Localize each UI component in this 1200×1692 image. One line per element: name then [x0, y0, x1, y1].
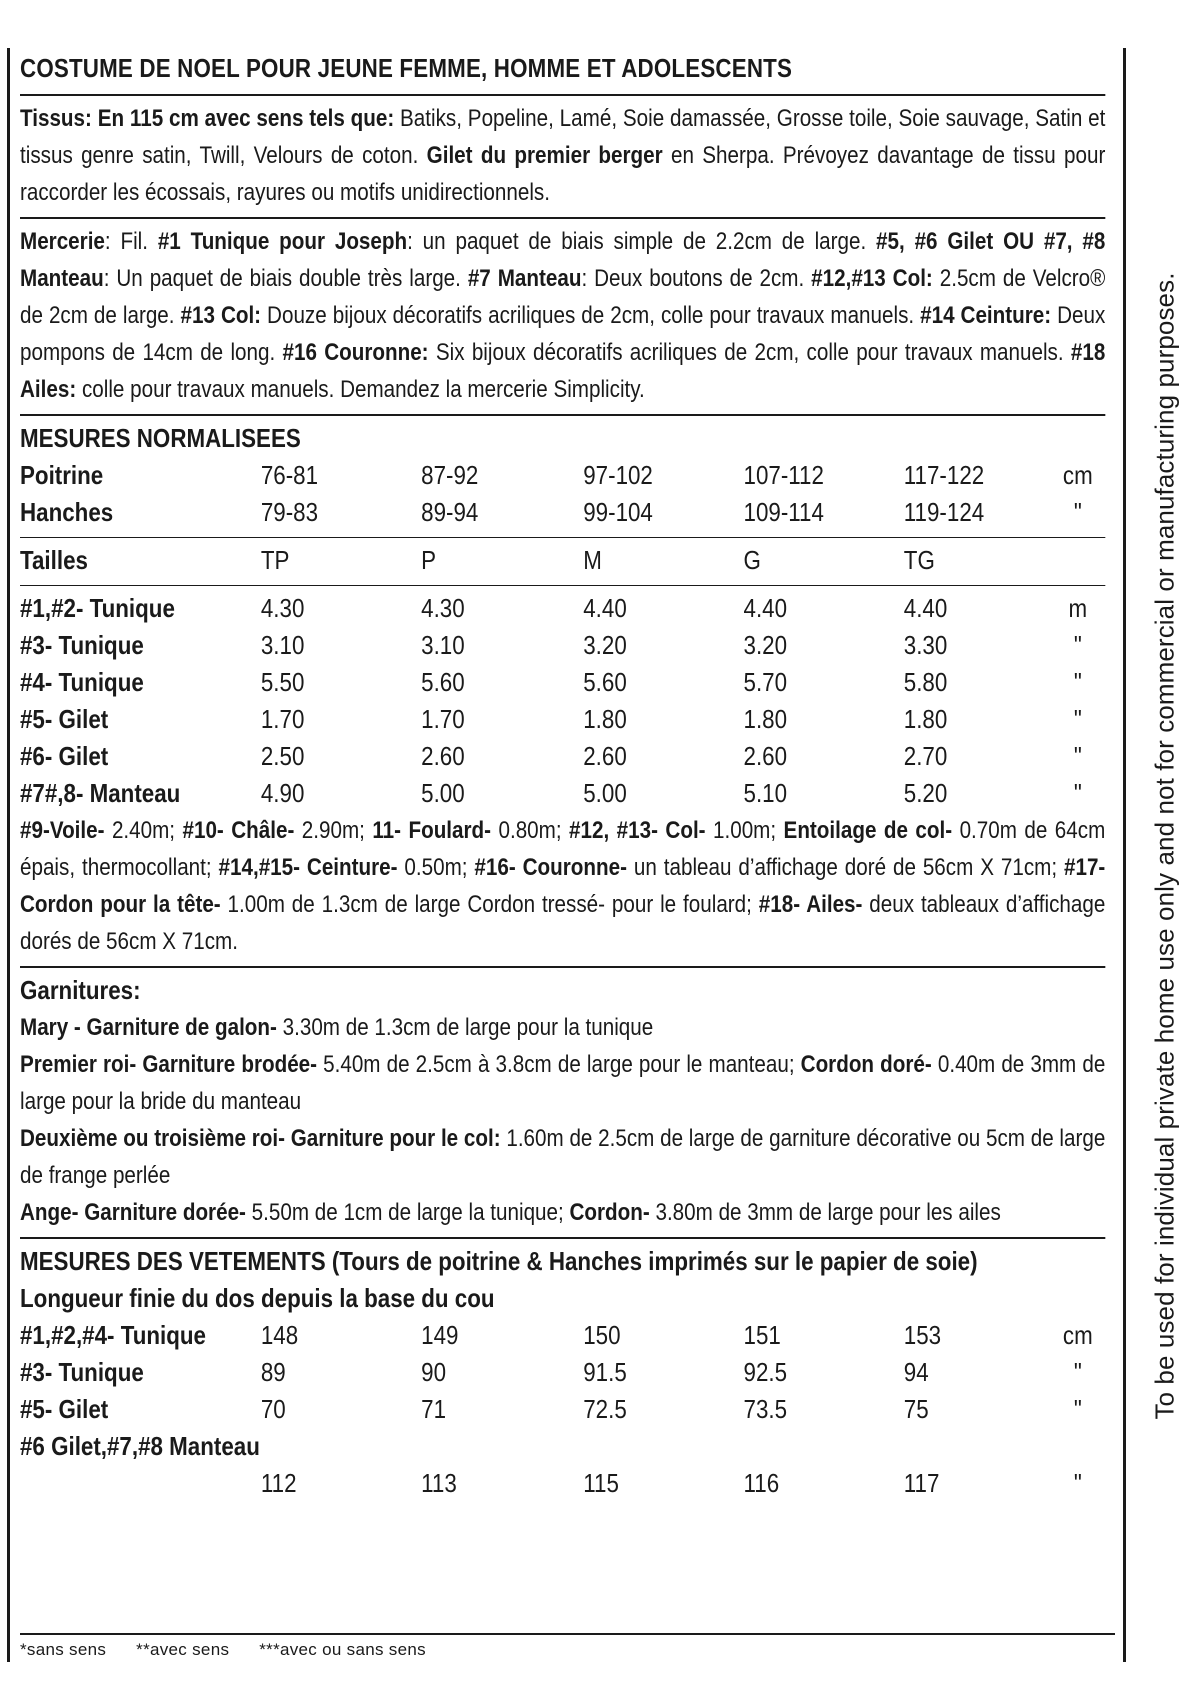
- cell-value: 2.50: [260, 741, 305, 771]
- cell-value: 3.20: [743, 630, 788, 660]
- right-border: [1123, 48, 1126, 1662]
- cell-value: 4.30: [260, 593, 305, 623]
- yardage-row: [20, 701, 1105, 738]
- extra-text: un tableau d’affichage doré de 56cm X 71cm;: [626, 854, 1064, 881]
- trim-item: [20, 1046, 1105, 1120]
- cell-value: 2.60: [743, 741, 788, 771]
- cell-value: 2.70: [903, 741, 948, 771]
- unit-value: ": [1073, 741, 1082, 771]
- trim-text: 0.40m de 3mm de large pour la bride du manteau: [20, 1051, 1106, 1115]
- extra-label: #9-Voile-: [20, 817, 105, 844]
- unit-value: cm: [1062, 460, 1093, 490]
- notion-label: #1 Tunique pour Joseph: [157, 228, 408, 255]
- cell-value: [904, 1428, 1051, 1465]
- cell-value: 117-122: [903, 460, 985, 490]
- cell-value: 5.50: [260, 667, 305, 697]
- cell-value: 1.80: [583, 704, 627, 734]
- notion-text: Deux pompons de 14cm de long.: [20, 302, 1106, 366]
- row-label: Poitrine: [20, 460, 104, 490]
- trim-label: Ange- Garniture dorée-: [20, 1199, 246, 1226]
- cell-value: 109-114: [743, 497, 824, 527]
- unit-value: ": [1073, 497, 1082, 527]
- divider: [20, 217, 1105, 219]
- cell-value: 1.80: [903, 704, 948, 734]
- cell-value: [261, 1428, 421, 1465]
- unit-value: [1050, 542, 1105, 579]
- standard-measurements-heading: MESURES NORMALISEES: [20, 423, 301, 453]
- notion-text: 2.5cm de Velcro® de 2cm de large.: [20, 265, 1106, 329]
- divider: [20, 94, 1105, 96]
- row-label: Hanches: [20, 497, 114, 527]
- cell-value: [744, 1428, 904, 1465]
- trim-item: [20, 1120, 1105, 1194]
- garment-row: [20, 1354, 1105, 1391]
- garment-row: [20, 1317, 1105, 1354]
- cell-value: 99-104: [583, 497, 653, 527]
- measurement-row: [20, 494, 1105, 531]
- unit-value: ": [1073, 1394, 1082, 1424]
- sizes-row: [20, 542, 1105, 579]
- cell-value: 87-92: [421, 460, 479, 490]
- divider: [20, 966, 1105, 968]
- cell-value: P: [421, 545, 437, 575]
- cell-value: 97-102: [583, 460, 653, 490]
- cell-value: 3.10: [260, 630, 305, 660]
- fabrics-text: Batiks, Popeline, Lamé, Soie damassée, Grosse toile, Soie sauvage, Satin et tissus genre satin, Twill, Velours de coton.: [20, 105, 1106, 169]
- notion-label: #14 Ceinture:: [920, 302, 1052, 329]
- trim-item: [20, 1009, 1105, 1046]
- divider: [20, 414, 1105, 416]
- notion-label: Mercerie: [20, 228, 105, 255]
- divider: [20, 537, 1105, 538]
- extra-label: #17- Cordon pour la tête-: [20, 854, 1106, 918]
- extra-label: #18- Ailes-: [758, 891, 863, 918]
- cell-value: G: [743, 545, 761, 575]
- cell-value: 5.00: [583, 778, 627, 808]
- extra-text: 2.40m;: [104, 817, 183, 844]
- extra-text: 0.80m;: [491, 817, 570, 844]
- notion-text: Six bijoux décoratifs acriliques de 2cm, colle pour travaux manuels.: [428, 339, 1071, 366]
- cell-value: 1.80: [743, 704, 788, 734]
- trim-item: [20, 1194, 1105, 1231]
- cell-value: 5.10: [743, 778, 788, 808]
- fabrics-sherpa-label: Gilet du premier berger: [426, 142, 663, 169]
- trim-text: 5.40m de 2.5cm à 3.8cm de large pour le manteau;: [317, 1051, 801, 1078]
- notion-text: : un paquet de biais simple de 2.2cm de large.: [407, 228, 877, 255]
- cell-value: 150: [583, 1320, 621, 1350]
- extra-text: 1.00m de 1.3cm de large Cordon tressé- pour le foulard;: [220, 891, 759, 918]
- cell-value: 71: [421, 1394, 447, 1424]
- cell-value: 89-94: [421, 497, 479, 527]
- unit-value: ": [1073, 1357, 1082, 1387]
- notion-text: : Fil.: [104, 228, 158, 255]
- row-label: #3- Tunique: [20, 630, 144, 660]
- unit-value: cm: [1062, 1320, 1093, 1350]
- trim-text: 3.30m de 1.3cm de large pour la tunique: [276, 1014, 654, 1041]
- cell-value: 75: [903, 1394, 929, 1424]
- yardage-row: [20, 590, 1105, 627]
- trim-text: 1.60m de 2.5cm de large de garniture décorative ou 5cm de large de frange perlée: [20, 1125, 1106, 1189]
- cell-value: 149: [421, 1320, 459, 1350]
- notion-text: Douze bijoux décoratifs acriliques de 2cm, colle pour travaux manuels.: [261, 302, 921, 329]
- cell-value: 4.40: [903, 593, 948, 623]
- fabrics-text-2: en Sherpa. Prévoyez davantage de tissu pour raccorder les écossais, rayures ou motifs unidirectionnels.: [20, 142, 1106, 206]
- cell-value: 89: [260, 1357, 286, 1387]
- notion-text: colle pour travaux manuels. Demandez la mercerie Simplicity.: [76, 376, 645, 403]
- footnote: **avec sens: [136, 1640, 230, 1659]
- extra-label: #12, #13- Col-: [569, 817, 706, 844]
- unit-value: [1050, 1428, 1105, 1465]
- unit-value: ": [1073, 704, 1082, 734]
- yardage-row: [20, 627, 1105, 664]
- extra-text: 1.00m;: [705, 817, 784, 844]
- cell-value: 119-124: [903, 497, 985, 527]
- extra-text: 0.50m;: [397, 854, 475, 881]
- usage-disclaimer: To be used for individual private home use only and not for commercial or manufacturing purposes.: [1149, 272, 1180, 1420]
- extra-text: deux tableaux d’affichage dorés de 56cm X 71cm.: [20, 891, 1106, 955]
- trim-label: Mary - Garniture de galon-: [20, 1014, 277, 1041]
- cell-value: 92.5: [743, 1357, 788, 1387]
- garment-measurements-table: [20, 1317, 1105, 1502]
- cell-value: 4.40: [583, 593, 627, 623]
- divider: [20, 585, 1105, 586]
- trim-label: Cordon doré-: [800, 1051, 932, 1078]
- notion-label: #16 Couronne:: [282, 339, 429, 366]
- cell-value: TP: [260, 545, 290, 575]
- cell-value: 72.5: [583, 1394, 627, 1424]
- row-label: #3- Tunique: [20, 1357, 144, 1387]
- cell-value: 70: [260, 1394, 286, 1424]
- pattern-envelope-back: [20, 48, 1105, 1502]
- garment-row: [20, 1428, 1105, 1465]
- cell-value: 151: [743, 1320, 781, 1350]
- row-label: #1,#2,#4- Tunique: [20, 1320, 206, 1350]
- footnotes: [20, 1640, 456, 1660]
- yardage-table: [20, 590, 1105, 812]
- cell-value: 1.70: [421, 704, 465, 734]
- extra-label: #16- Couronne-: [474, 854, 627, 881]
- cell-value: 2.60: [421, 741, 465, 771]
- notion-label: #18 Ailes:: [20, 339, 1106, 403]
- cell-value: 115: [583, 1468, 619, 1498]
- cell-value: 5.60: [583, 667, 627, 697]
- fabrics-label: Tissus: En 115 cm avec sens tels que:: [20, 105, 395, 132]
- cell-value: 91.5: [583, 1357, 627, 1387]
- unit-value: ": [1073, 1468, 1082, 1498]
- yardage-row: [20, 664, 1105, 701]
- cell-value: [583, 1428, 743, 1465]
- row-label: #6 Gilet,#7,#8 Manteau: [20, 1431, 260, 1461]
- left-border: [7, 48, 10, 1662]
- cell-value: 116: [743, 1468, 780, 1498]
- cell-value: 5.70: [743, 667, 788, 697]
- cell-value: 79-83: [260, 497, 319, 527]
- extra-label: #14,#15- Ceinture-: [218, 854, 398, 881]
- row-label: #7#,8- Manteau: [20, 778, 181, 808]
- cell-value: 76-81: [260, 460, 319, 490]
- trims-list: [20, 1009, 1105, 1231]
- cell-value: 94: [903, 1357, 929, 1387]
- fabrics-section: [20, 100, 1105, 211]
- row-label: #6- Gilet: [20, 741, 109, 771]
- extra-label: Entoilage de col-: [783, 817, 953, 844]
- unit-value: m: [1068, 593, 1088, 623]
- footnote: *sans sens: [20, 1640, 107, 1659]
- measurement-row: [20, 457, 1105, 494]
- cell-value: 5.00: [421, 778, 465, 808]
- row-label: [20, 1465, 261, 1502]
- notions-section: [20, 223, 1105, 408]
- cell-value: 153: [903, 1320, 942, 1350]
- cell-value: 3.10: [421, 630, 465, 660]
- row-label: #5- Gilet: [20, 1394, 109, 1424]
- cell-value: 2.60: [583, 741, 627, 771]
- extra-label: 11- Foulard-: [372, 817, 492, 844]
- cell-value: 3.30: [903, 630, 948, 660]
- sizes-table: [20, 542, 1105, 579]
- unit-value: ": [1073, 778, 1082, 808]
- cell-value: 4.90: [260, 778, 305, 808]
- unit-value: ": [1073, 667, 1082, 697]
- cell-value: 5.20: [903, 778, 948, 808]
- trims-heading: Garnitures:: [20, 975, 141, 1005]
- garment-row: [20, 1465, 1105, 1502]
- trim-text: 3.80m de 3mm de large pour les ailes: [649, 1199, 1001, 1226]
- extra-text: 0.70m de 64cm épais, thermocollant;: [20, 817, 1106, 881]
- cell-value: [421, 1428, 583, 1465]
- row-label: Tailles: [20, 545, 88, 575]
- notion-label: #5, #6 Gilet OU #7, #8 Manteau: [20, 228, 1106, 292]
- extra-label: #10- Châle-: [182, 817, 295, 844]
- notion-label: #13 Col:: [180, 302, 262, 329]
- cell-value: 148: [260, 1320, 299, 1350]
- trim-label: Premier roi- Garniture brodée-: [20, 1051, 318, 1078]
- trim-label: Cordon-: [569, 1199, 650, 1226]
- cell-value: 5.80: [903, 667, 948, 697]
- cell-value: 4.40: [743, 593, 788, 623]
- trim-text: 5.50m de 1cm de large la tunique;: [245, 1199, 570, 1226]
- garment-measurements-subheading: Longueur finie du dos depuis la base du cou: [20, 1283, 495, 1313]
- cell-value: M: [583, 545, 602, 575]
- trim-label: Deuxième ou troisième roi- Garniture pour le col:: [20, 1125, 501, 1152]
- cell-value: 90: [421, 1357, 447, 1387]
- page-title: COSTUME DE NOEL POUR JEUNE FEMME, HOMME ET ADOLESCENTS: [20, 53, 793, 83]
- notion-label: #7 Manteau: [467, 265, 582, 292]
- cell-value: 1.70: [260, 704, 305, 734]
- cell-value: TG: [903, 545, 935, 575]
- cell-value: 3.20: [583, 630, 627, 660]
- row-label: #5- Gilet: [20, 704, 109, 734]
- cell-value: 5.60: [421, 667, 465, 697]
- notion-text: : Deux boutons de 2cm.: [581, 265, 812, 292]
- cell-value: 4.30: [421, 593, 465, 623]
- unit-value: ": [1073, 630, 1082, 660]
- yardage-row: [20, 738, 1105, 775]
- extra-text: 2.90m;: [294, 817, 373, 844]
- row-label: #4- Tunique: [20, 667, 144, 697]
- row-label: #1,#2- Tunique: [20, 593, 175, 623]
- garment-measurements-heading: MESURES DES VETEMENTS (Tours de poitrine & Hanches imprimés sur le papier de soie): [20, 1246, 978, 1276]
- standard-measurements-table: [20, 457, 1105, 531]
- cell-value: 117: [903, 1468, 940, 1498]
- cell-value: 113: [421, 1468, 457, 1498]
- garment-row: [20, 1391, 1105, 1428]
- cell-value: 73.5: [743, 1394, 788, 1424]
- yardage-row: [20, 775, 1105, 812]
- divider: [20, 1633, 1115, 1635]
- cell-value: 112: [260, 1468, 297, 1498]
- footnote: ***avec ou sans sens: [259, 1640, 426, 1659]
- notion-label: #12,#13 Col:: [811, 265, 933, 292]
- divider: [20, 1237, 1105, 1239]
- notion-text: : Un paquet de biais double très large.: [103, 265, 468, 292]
- extras-section: [20, 812, 1105, 960]
- cell-value: 107-112: [743, 460, 824, 490]
